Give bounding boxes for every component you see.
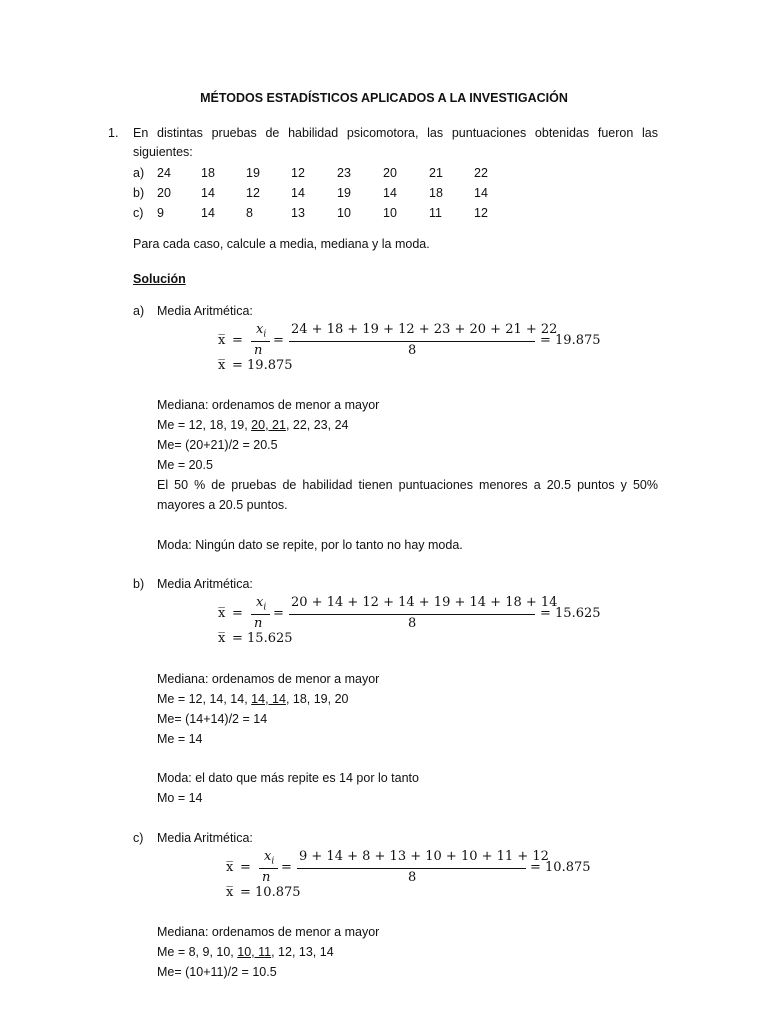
- mean-result: = 19.875: [540, 333, 601, 348]
- section-a-median-title: Mediana: ordenamos de menor a mayor: [157, 398, 380, 412]
- table-cell: 14: [383, 186, 397, 200]
- table-cell: 20: [383, 166, 397, 180]
- table-cell: 9: [157, 206, 164, 220]
- table-cell: 10: [383, 206, 397, 220]
- section-c-median-calc: Me= (10+11)/2 = 10.5: [157, 965, 277, 979]
- table-row-label: b): [133, 186, 145, 200]
- section-a-median-sorted: Me = 12, 18, 19, 20, 21, 22, 23, 24: [157, 418, 349, 432]
- problem-intro-line2: siguientes:: [133, 145, 193, 159]
- table-cell: 19: [246, 166, 260, 180]
- equals-sign: =: [240, 860, 251, 875]
- table-cell: 13: [291, 206, 305, 220]
- fraction-bar: [297, 868, 526, 869]
- table-cell: 11: [429, 206, 442, 220]
- mean-value: = 15.625: [232, 631, 293, 646]
- section-b-mode-result: Mo = 14: [157, 791, 203, 805]
- xi-symbol: $x_i$: [264, 849, 275, 867]
- table-cell: 24: [157, 166, 171, 180]
- section-c-median-sorted: Me = 8, 9, 10, 10, 11, 12, 13, 14: [157, 945, 334, 959]
- table-cell: 23: [337, 166, 351, 180]
- table-cell: 12: [246, 186, 260, 200]
- xbar-symbol: x̅: [226, 885, 234, 900]
- table-cell: 22: [474, 166, 488, 180]
- equals-sign: =: [281, 860, 292, 875]
- xbar-symbol: x̅: [218, 358, 226, 373]
- sum-denominator: 8: [408, 616, 417, 631]
- section-b-median-result: Me = 14: [157, 732, 203, 746]
- table-cell: 12: [474, 206, 488, 220]
- table-cell: 8: [246, 206, 253, 220]
- section-c-label: c): [133, 831, 144, 845]
- section-a-median-calc: Me= (20+21)/2 = 20.5: [157, 438, 278, 452]
- section-a-interpretation-line1: El 50 % de pruebas de habilidad tienen puntuaciones menores a 20.5 puntos y 50%: [157, 478, 658, 492]
- section-a-media-title: Media Aritmética:: [157, 304, 253, 318]
- solution-heading: Solución: [133, 272, 186, 286]
- table-cell: 14: [201, 206, 215, 220]
- section-c-median-title: Mediana: ordenamos de menor a mayor: [157, 925, 380, 939]
- section-b-media-title: Media Aritmética:: [157, 577, 253, 591]
- mean-result: = 15.625: [540, 606, 601, 621]
- fraction-bar: [289, 614, 535, 615]
- section-a-mode: Moda: Ningún dato se repite, por lo tanto no hay moda.: [157, 538, 463, 552]
- sum-denominator: 8: [408, 343, 417, 358]
- n-symbol: n: [262, 870, 271, 885]
- equals-sign: =: [232, 333, 243, 348]
- n-symbol: n: [254, 616, 263, 631]
- mean-value: = 10.875: [240, 885, 301, 900]
- table-cell: 12: [291, 166, 305, 180]
- n-symbol: n: [254, 343, 263, 358]
- table-cell: 14: [201, 186, 215, 200]
- section-b-label: b): [133, 577, 145, 591]
- mean-value: = 19.875: [232, 358, 293, 373]
- table-cell: 14: [474, 186, 488, 200]
- table-cell: 20: [157, 186, 171, 200]
- table-cell: 10: [337, 206, 351, 220]
- xbar-symbol: x̅: [218, 606, 226, 621]
- table-row-label: c): [133, 206, 144, 220]
- section-b-median-calc: Me= (14+14)/2 = 14: [157, 712, 268, 726]
- mean-result: = 10.875: [530, 860, 591, 875]
- fraction-bar: [289, 341, 535, 342]
- table-cell: 18: [429, 186, 443, 200]
- xbar-symbol: x̅: [218, 631, 226, 646]
- sum-numerator: 24 + 18 + 19 + 12 + 23 + 20 + 21 + 22: [291, 322, 558, 337]
- section-a-interpretation-line2: mayores a 20.5 puntos.: [157, 498, 288, 512]
- table-cell: 21: [429, 166, 443, 180]
- section-a-label: a): [133, 304, 145, 318]
- fraction-bar-small: [259, 868, 278, 869]
- table-cell: 19: [337, 186, 351, 200]
- equals-sign: =: [273, 606, 284, 621]
- table-row-label: a): [133, 166, 145, 180]
- problem-intro-line1: En distintas pruebas de habilidad psicomotora, las puntuaciones obtenidas fueron las: [133, 126, 658, 140]
- page-title: MÉTODOS ESTADÍSTICOS APLICADOS A LA INVESTIGACIÓN: [200, 91, 568, 105]
- equals-sign: =: [273, 333, 284, 348]
- problem-instruction: Para cada caso, calcule a media, mediana y la moda.: [133, 237, 430, 251]
- xi-symbol: $x_i$: [256, 322, 267, 340]
- section-b-median-sorted: Me = 12, 14, 14, 14, 14, 18, 19, 20: [157, 692, 349, 706]
- equals-sign: =: [232, 606, 243, 621]
- section-a-median-result: Me = 20.5: [157, 458, 213, 472]
- problem-number: 1.: [108, 126, 119, 140]
- xbar-symbol: x̅: [226, 860, 234, 875]
- sum-numerator: 9 + 14 + 8 + 13 + 10 + 10 + 11 + 12: [299, 849, 549, 864]
- section-c-media-title: Media Aritmética:: [157, 831, 253, 845]
- table-cell: 14: [291, 186, 305, 200]
- section-b-median-title: Mediana: ordenamos de menor a mayor: [157, 672, 380, 686]
- sum-denominator: 8: [408, 870, 417, 885]
- section-b-mode: Moda: el dato que más repite es 14 por lo tanto: [157, 771, 419, 785]
- table-cell: 18: [201, 166, 215, 180]
- fraction-bar-small: [251, 614, 270, 615]
- sum-numerator: 20 + 14 + 12 + 14 + 19 + 14 + 18 + 14: [291, 595, 558, 610]
- fraction-bar-small: [251, 341, 270, 342]
- xi-symbol: $x_i$: [256, 595, 267, 613]
- xbar-symbol: x̅: [218, 333, 226, 348]
